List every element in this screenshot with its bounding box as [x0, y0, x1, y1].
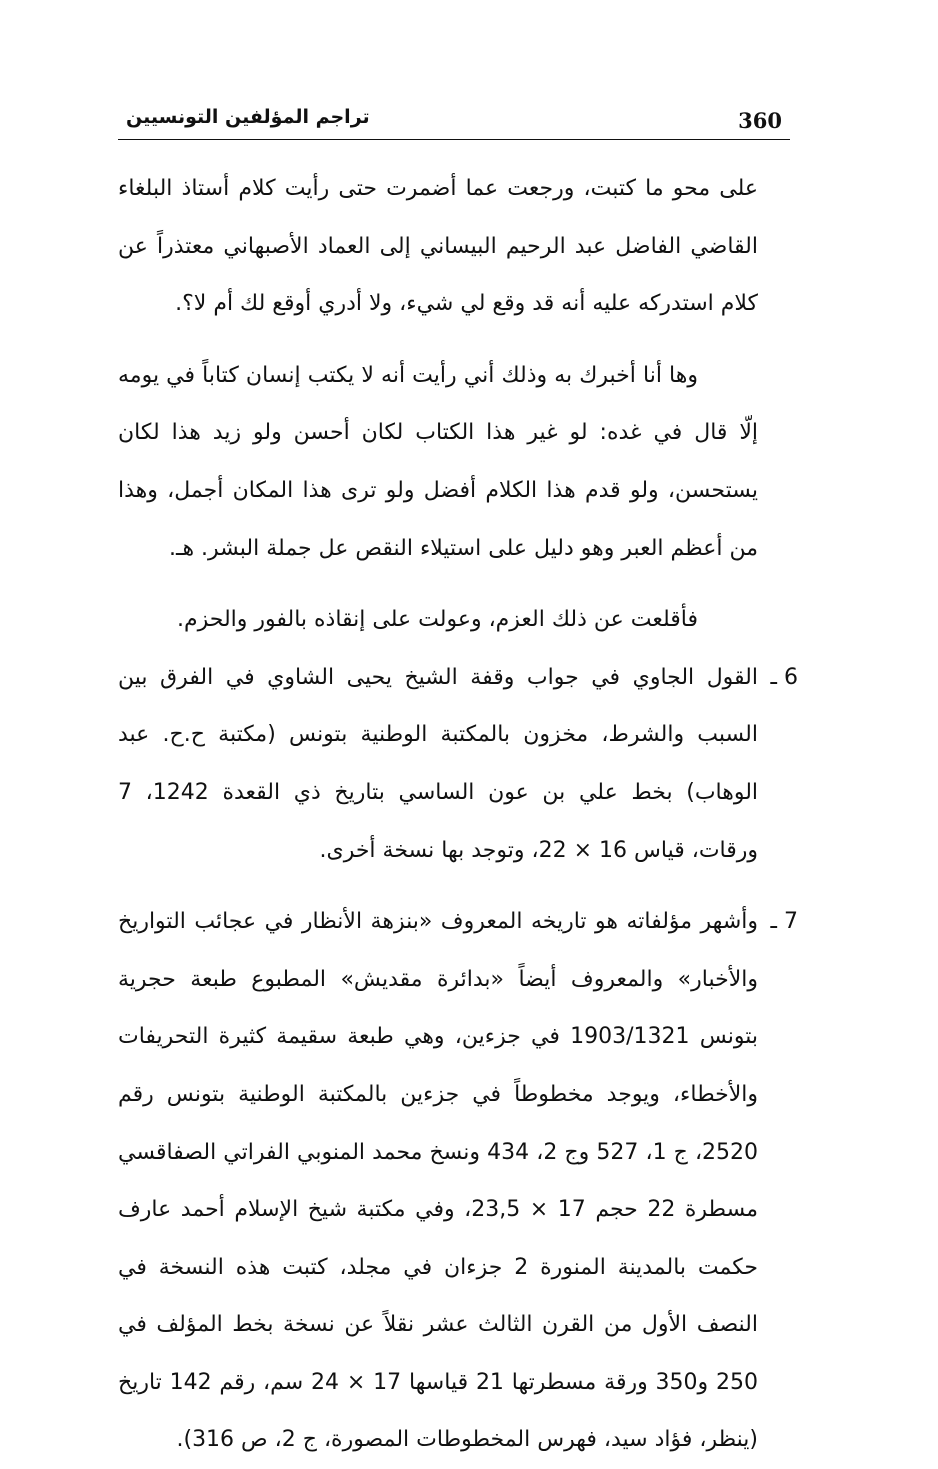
paragraph-gap: [118, 577, 758, 591]
footnote-text: القول الجاوي في جواب وقفة الشيخ يحيى الشاوي في الفرق بين السبب والشرط، مخزون بالمكتبة الوطنية بتونس (مكتبة ح.ح. عبد الوهاب) بخط علي بن عون الساسي بتاريخ ذي القعدة 1242، 7 ورقات، قياس 16 × 22، وتوجد بها نسخة أخرى.: [118, 664, 759, 863]
paragraph: فأقلعت عن ذلك العزم، وعولت على إنقاذه بالفور والحزم.: [177, 607, 698, 633]
paragraph: وها أنا أخبرك به وذلك أني رأيت أنه لا يكتب إنسان كتاباً في يومه إلّا قال في غده: لو غير هذا الكتاب لكان أحسن ولو زيد هذا لكان يستحسن، ولو قدم هذا الكلام أفضل ولو ترى هذا المكان أجمل، وهذا من أعظم العبر وهو دليل على استيلاء النقص عل جملة البشر. هـ.: [118, 362, 758, 561]
footnote-number: 7 ـ: [770, 909, 798, 935]
footnote-7: [118, 893, 798, 1469]
paragraph: على محو ما كتبت، ورجعت عما أضمرت حتى رأيت كلام أستاذ البلغاء القاضي الفاضل عبد الرحيم البيساني إلى العماد الأصبهاني معتذراً عن كلام استدركه عليه أنه قد وقع لي شيء، ولا أدري أوقع لك أم لا؟.: [118, 176, 758, 317]
footnote-6: [118, 649, 798, 879]
page-number: 360: [738, 108, 782, 133]
page-header: [118, 100, 790, 140]
running-title: تراجم المؤلفين التونسيين: [126, 106, 370, 128]
footnote-text: وأشهر مؤلفاته هو تاريخه المعروف «بنزهة الأنظار في عجائب التواريخ والأخبار» والمعروف أيضاً «بدائرة مقديش» المطبوع طبعة حجرية بتونس 1903/1321 في جزءين، وهي طبعة سقيمة كثيرة التحريفات والأخطاء، ويوجد مخطوطاً في جزءين بالمكتبة الوطنية بتونس رقم 2520، ج 1، 527 وج 2، 434 ونسخ محمد المنوبي الفراتي الصفاقسي مسطرة 22 حجم 17 × 23,5، وفي مكتبة شيخ الإسلام أحمد عارف حكمت بالمدينة المنورة 2 جزءان في مجلد، كتبت هذه النسخة في النصف الأول من القرن الثالث عشر نقلاً عن نسخة بخط المؤلف في 250 و350 ورقة مسطرتها 21 قياسها 17 × 24 سم، رقم 142 تاريخ (ينظر، فؤاد سيد، فهرس المخطوطات المصورة، ج 2، ص 316).: [118, 909, 759, 1453]
paragraph-gap: [118, 879, 758, 893]
paragraph-gap: [118, 333, 758, 347]
footnote-number: 6 ـ: [770, 664, 798, 690]
header-rule: [118, 139, 790, 140]
page-body: [118, 160, 798, 1469]
